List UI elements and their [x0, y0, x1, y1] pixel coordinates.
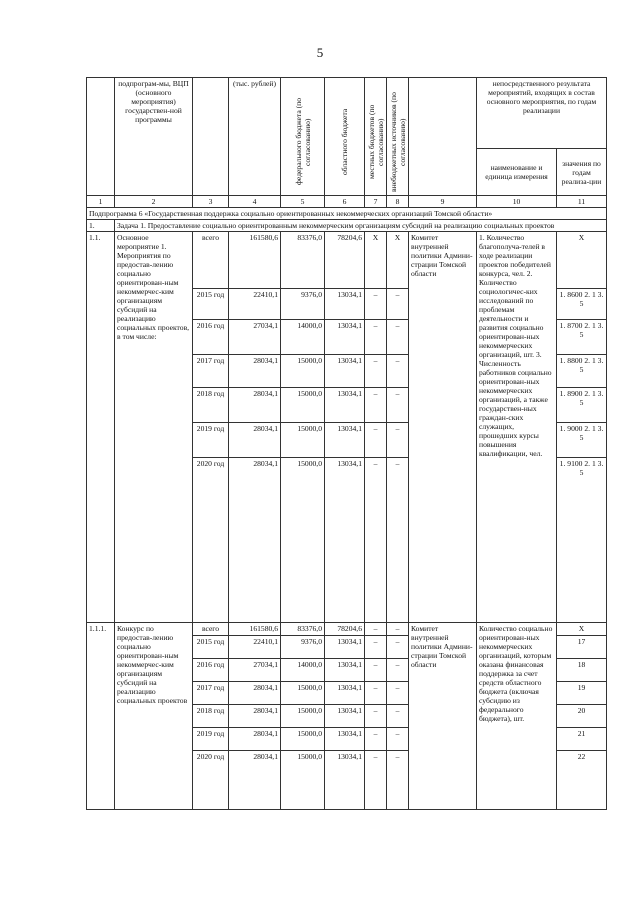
local-cell: – [365, 659, 387, 682]
local-cell: – [365, 705, 387, 728]
year-cell: 2020 год [193, 751, 229, 810]
header-row-1 [87, 78, 607, 149]
header-cell-1 [87, 78, 115, 196]
total-cell: 27034,1 [229, 659, 281, 682]
extrabudget-cell: – [387, 320, 409, 355]
federal-cell: 83376,0 [281, 232, 325, 289]
extrabudget-cell: – [387, 728, 409, 751]
extrabudget-cell: – [387, 289, 409, 320]
column-number: 11 [557, 196, 607, 208]
indicator-value-cell: 19 [557, 682, 607, 705]
indicator-value-cell: 20 [557, 705, 607, 728]
indicator-value-cell: 1. 9000 2. 1 3. 5 [557, 423, 607, 458]
subprogram-title: Подпрограмма 6 «Государственная поддержка социально ориентированных некоммерческих организаций Томской области» [87, 208, 607, 220]
federal-cell: 83376,0 [281, 623, 325, 636]
header-mest-label: местных бюджетов (по согласованию) [366, 104, 385, 180]
column-number: 7 [365, 196, 387, 208]
indicator-value-cell: 1. 9100 2. 1 3. 5 [557, 458, 607, 623]
indicator-cell: 1. Количество благополуча-телей в ходе реализации проектов победителей конкурса, чел. 2. Количество социологичес-ких исследований по проблемам деятельности и развития социально ориентирован-ных некоммерческих организаций, шт. 3. Численность работников социально ориентирован-ных некоммерческих организаций, а также государствен-ных граждан-ских служащих, прошедших курсы повышения квалификации, чел. [477, 232, 557, 623]
indicator-value-cell: 1. 8600 2. 1 3. 5 [557, 289, 607, 320]
extrabudget-cell: – [387, 355, 409, 388]
federal-cell: 9376,0 [281, 636, 325, 659]
year-cell: 2019 год [193, 728, 229, 751]
column-number: 8 [387, 196, 409, 208]
header-vneb-label: внебюджетных источников (по согласованию) [388, 92, 407, 192]
header-cell-4: (тыс. рублей) [229, 78, 281, 196]
year-cell: 2015 год [193, 289, 229, 320]
header-cell-3 [193, 78, 229, 196]
column-number: 4 [229, 196, 281, 208]
year-cell: 2018 год [193, 388, 229, 423]
column-number: 3 [193, 196, 229, 208]
extrabudget-cell: – [387, 659, 409, 682]
local-cell: – [365, 682, 387, 705]
local-cell: – [365, 728, 387, 751]
column-number: 6 [325, 196, 365, 208]
regional-cell: 13034,1 [325, 355, 365, 388]
indicator-value-cell: Х [557, 232, 607, 289]
item-number: 1.1.1. [87, 623, 115, 810]
federal-cell: 15000,0 [281, 728, 325, 751]
executor-cell: Комитет внутренней политики Админи-страции Томской области [409, 232, 477, 623]
total-cell: 22410,1 [229, 289, 281, 320]
local-cell: – [365, 751, 387, 810]
total-cell: 28034,1 [229, 458, 281, 623]
regional-cell: 13034,1 [325, 705, 365, 728]
header-cell-9 [409, 78, 477, 196]
regional-cell: 13034,1 [325, 751, 365, 810]
extrabudget-cell: – [387, 623, 409, 636]
indicator-value-cell: 22 [557, 751, 607, 810]
year-cell: 2020 год [193, 458, 229, 623]
header-cell-7 [365, 78, 387, 196]
regional-cell: 13034,1 [325, 458, 365, 623]
federal-cell: 15000,0 [281, 682, 325, 705]
indicator-value-cell: 1. 8800 2. 1 3. 5 [557, 355, 607, 388]
regional-cell: 13034,1 [325, 636, 365, 659]
total-cell: 28034,1 [229, 705, 281, 728]
total-cell: 28034,1 [229, 388, 281, 423]
total-cell: 22410,1 [229, 636, 281, 659]
total-cell: 161580,6 [229, 232, 281, 289]
extrabudget-cell: – [387, 458, 409, 623]
extrabudget-cell: – [387, 705, 409, 728]
header-cell-6 [325, 78, 365, 196]
year-cell: 2018 год [193, 705, 229, 728]
year-cell: всего [193, 232, 229, 289]
header-cell-5 [281, 78, 325, 196]
year-cell: 2016 год [193, 659, 229, 682]
federal-cell: 15000,0 [281, 458, 325, 623]
item-number: 1.1. [87, 232, 115, 623]
column-number: 10 [477, 196, 557, 208]
year-cell: 2015 год [193, 636, 229, 659]
item-name: Основное мероприятие 1. Мероприятия по предостав-лению социально ориентирован-ным некоммерчес-ким организациям субсидий на реализацию социальных проектов, в том числе: [115, 232, 193, 623]
federal-cell: 9376,0 [281, 289, 325, 320]
total-cell: 28034,1 [229, 423, 281, 458]
year-cell: 2016 год [193, 320, 229, 355]
program-table [86, 77, 607, 810]
extrabudget-cell: Х [387, 232, 409, 289]
regional-cell: 13034,1 [325, 320, 365, 355]
header-cell-8 [387, 78, 409, 196]
year-cell: всего [193, 623, 229, 636]
total-cell: 28034,1 [229, 728, 281, 751]
column-number: 1 [87, 196, 115, 208]
regional-cell: 13034,1 [325, 388, 365, 423]
indicator-value-cell: 18 [557, 659, 607, 682]
federal-cell: 14000,0 [281, 659, 325, 682]
local-cell: – [365, 355, 387, 388]
year-row [87, 232, 607, 289]
year-cell: 2019 год [193, 423, 229, 458]
column-number: 9 [409, 196, 477, 208]
local-cell: – [365, 458, 387, 623]
task-number: 1. [87, 220, 115, 232]
header-cell-10-11: непосредственного результата мероприятий, входящих в состав основного мероприятия, по годам реализации [477, 78, 607, 149]
page-number: 5 [316, 45, 324, 60]
indicator-value-cell: 21 [557, 728, 607, 751]
local-cell: Х [365, 232, 387, 289]
year-cell: 2017 год [193, 682, 229, 705]
header-cell-10: наименование и единица измерения [477, 149, 557, 196]
regional-cell: 78204,6 [325, 623, 365, 636]
federal-cell: 15000,0 [281, 705, 325, 728]
extrabudget-cell: – [387, 388, 409, 423]
extrabudget-cell: – [387, 423, 409, 458]
executor-cell: Комитет внутренней политики Админи-страции Томской области [409, 623, 477, 810]
year-cell: 2017 год [193, 355, 229, 388]
extrabudget-cell: – [387, 636, 409, 659]
task-text: Задача 1. Предоставление социально ориентированным некоммерческим организациям субсидий на реализацию социальных проектов [115, 220, 607, 232]
federal-cell: 15000,0 [281, 355, 325, 388]
indicator-value-cell: Х [557, 623, 607, 636]
local-cell: – [365, 423, 387, 458]
subprogram-row [87, 208, 607, 220]
federal-cell: 14000,0 [281, 320, 325, 355]
total-cell: 28034,1 [229, 355, 281, 388]
total-cell: 27034,1 [229, 320, 281, 355]
indicator-value-cell: 17 [557, 636, 607, 659]
header-cell-11: значения по годам реализа-ции [557, 149, 607, 196]
item-name: Конкурс по предостав-лению социально ориентирован-ным некоммерчес-ким организациям субсидий на реализацию социальных проектов [115, 623, 193, 810]
regional-cell: 78204,6 [325, 232, 365, 289]
task-row [87, 220, 607, 232]
local-cell: – [365, 289, 387, 320]
regional-cell: 13034,1 [325, 728, 365, 751]
federal-cell: 15000,0 [281, 751, 325, 810]
regional-cell: 13034,1 [325, 423, 365, 458]
year-row [87, 623, 607, 636]
total-cell: 161580,6 [229, 623, 281, 636]
regional-cell: 13034,1 [325, 289, 365, 320]
total-cell: 28034,1 [229, 751, 281, 810]
total-cell: 28034,1 [229, 682, 281, 705]
regional-cell: 13034,1 [325, 659, 365, 682]
header-fed-label: федерального бюджета (по согласованию) [293, 98, 312, 186]
extrabudget-cell: – [387, 682, 409, 705]
federal-cell: 15000,0 [281, 388, 325, 423]
extrabudget-cell: – [387, 751, 409, 810]
local-cell: – [365, 320, 387, 355]
item-2-body [87, 623, 607, 810]
regional-cell: 13034,1 [325, 682, 365, 705]
indicator-value-cell: 1. 8700 2. 1 3. 5 [557, 320, 607, 355]
column-number-row [87, 196, 607, 208]
local-cell: – [365, 623, 387, 636]
indicator-value-cell: 1. 8900 2. 1 3. 5 [557, 388, 607, 423]
column-number: 5 [281, 196, 325, 208]
federal-cell: 15000,0 [281, 423, 325, 458]
header-obl-label: областного бюджета [340, 108, 349, 176]
local-cell: – [365, 636, 387, 659]
header-cell-2: подпрограм-мы, ВЦП (основного мероприятия) государствен-ной программы [115, 78, 193, 196]
item-1-body [87, 232, 607, 623]
column-number: 2 [115, 196, 193, 208]
local-cell: – [365, 388, 387, 423]
indicator-cell: Количество социально ориентирован-ных некоммерческих организаций, которым оказана финансовая поддержка за счет средств областного бюджета (включая субсидию из федерального бюджета), шт. [477, 623, 557, 810]
